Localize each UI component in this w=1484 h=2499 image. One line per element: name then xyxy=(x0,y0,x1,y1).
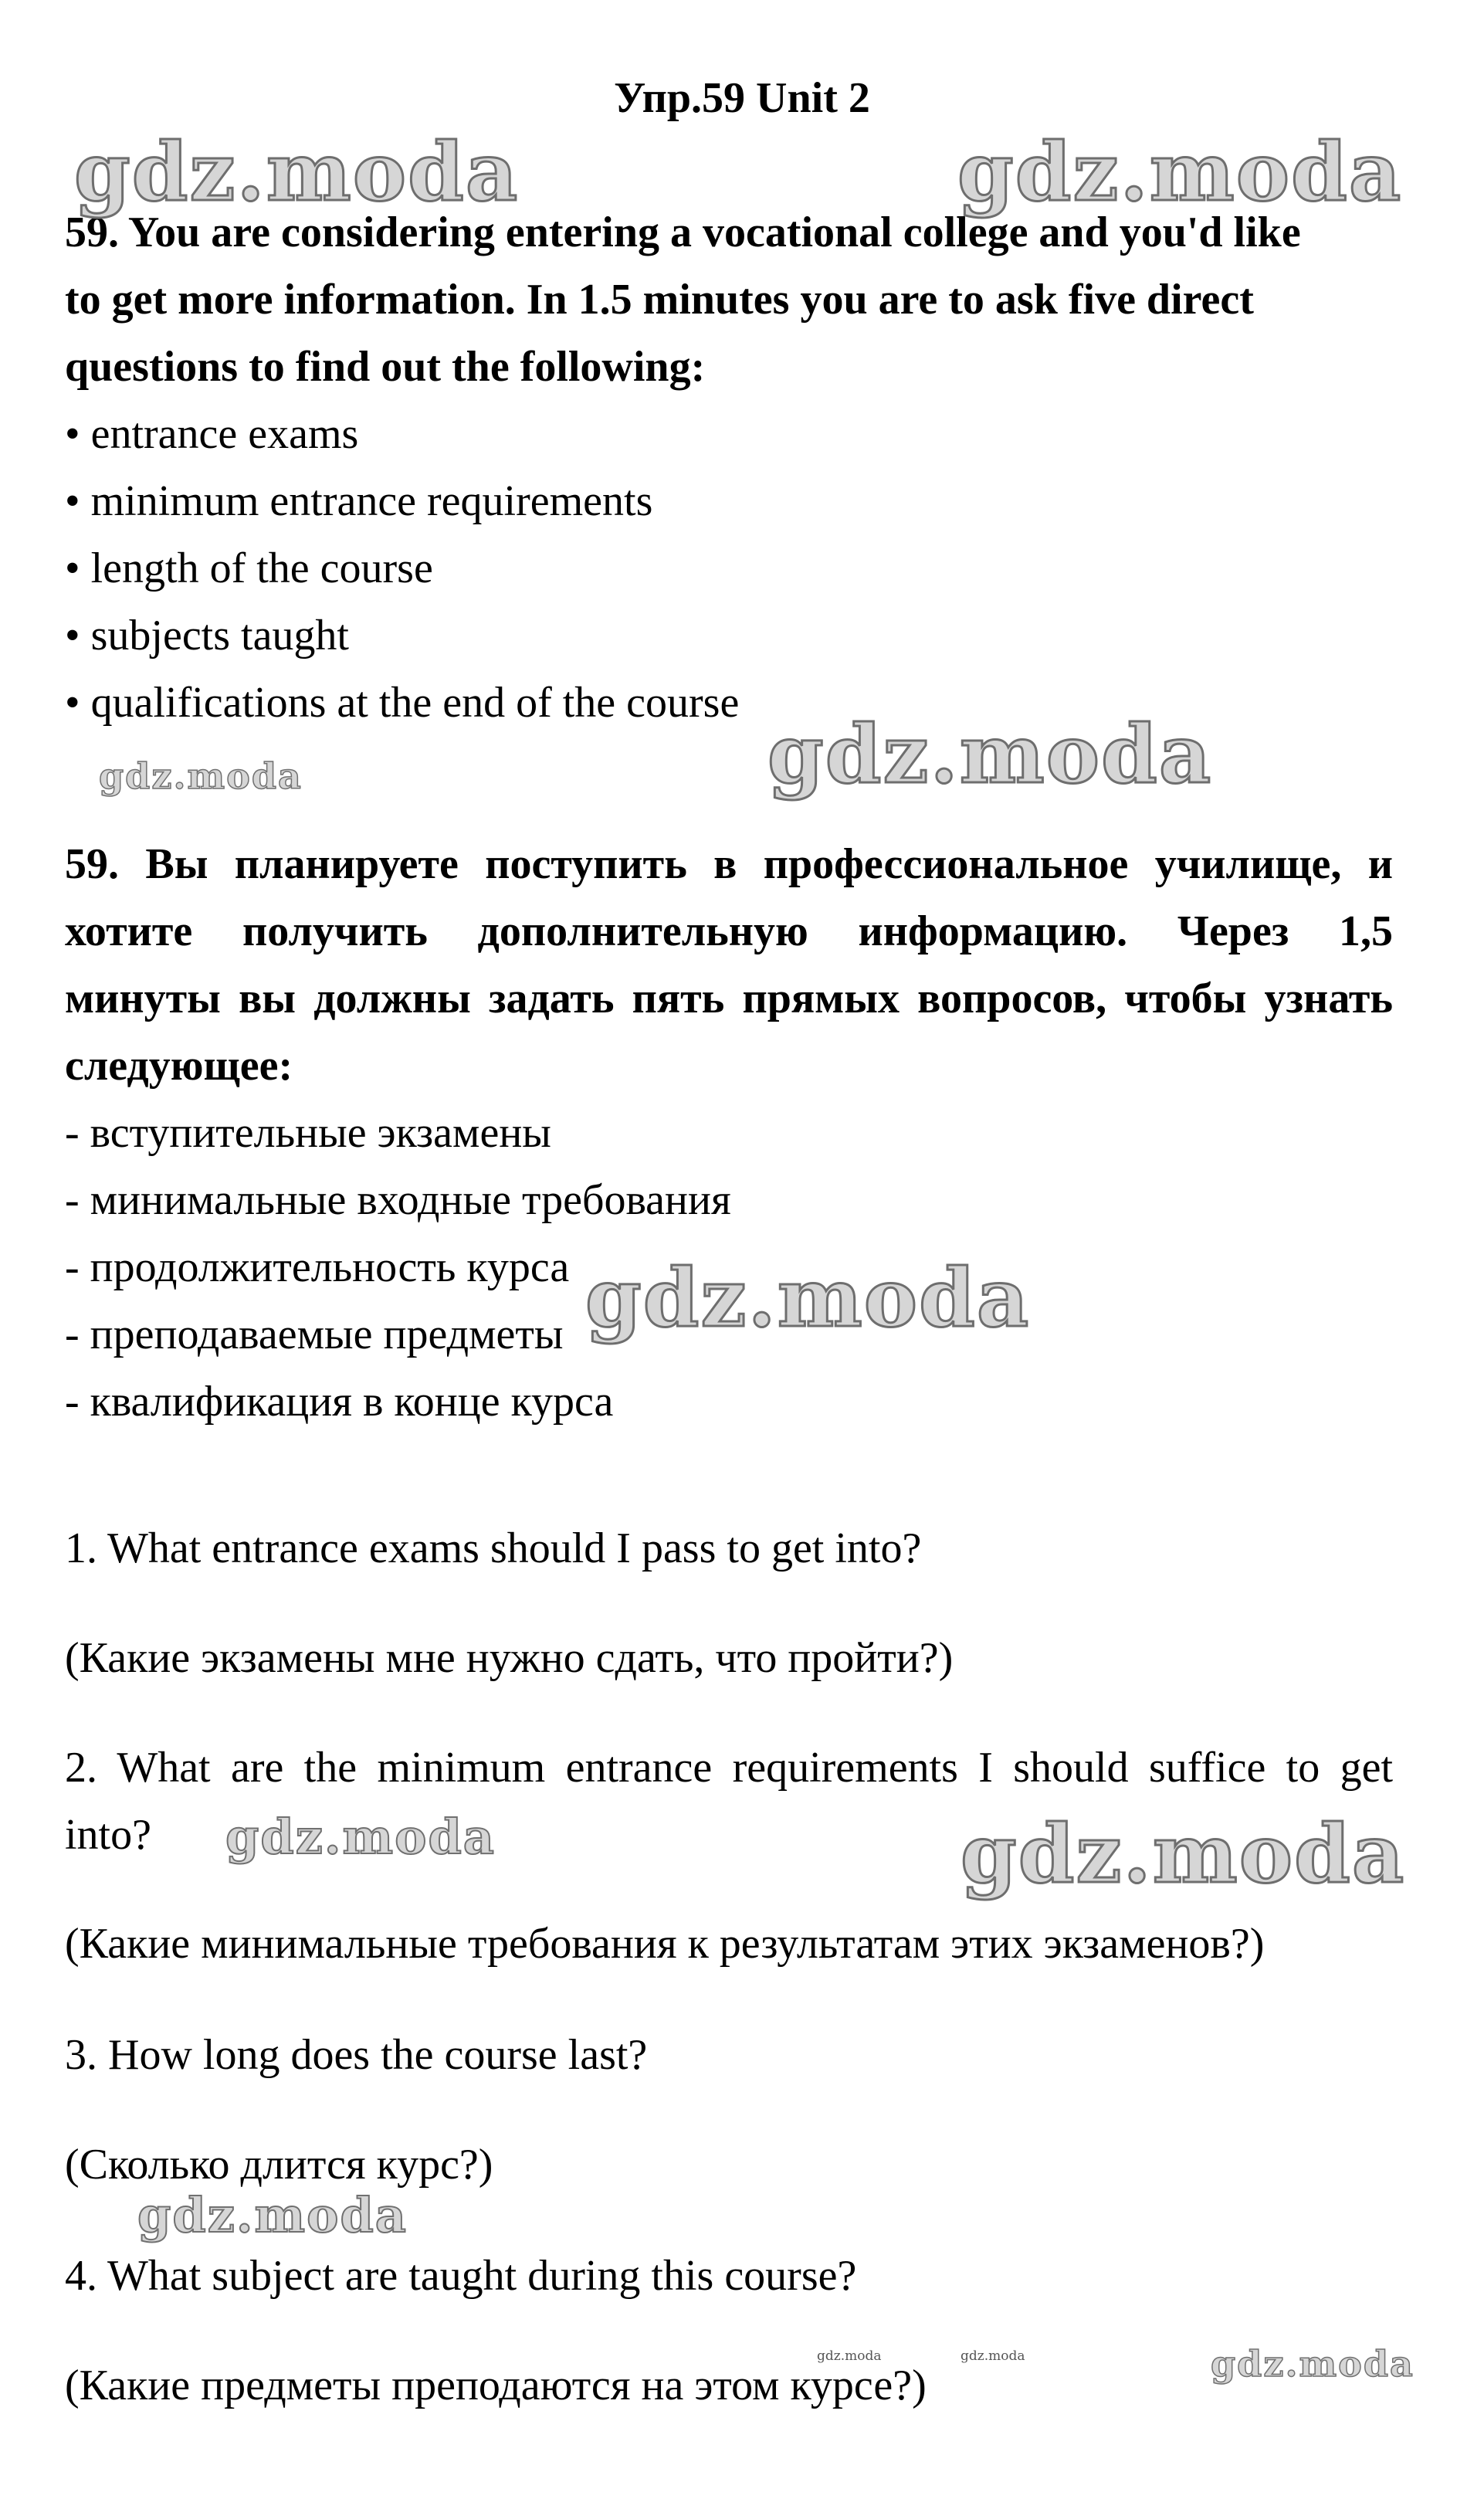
task-ru-line-4: следующее: xyxy=(65,1042,293,1090)
task-en-item-4: • subjects taught xyxy=(65,612,349,660)
page-title: Упр.59 Unit 2 xyxy=(614,74,870,122)
watermark-logo: gdz.moda xyxy=(99,755,303,797)
task-ru-item-3: - продолжительность курса xyxy=(65,1243,570,1291)
task-ru-item-2: - минимальные входные требования xyxy=(65,1176,731,1224)
answer-2-question-line-2: into? xyxy=(65,1811,151,1859)
task-en-line-2: to get more information. In 1.5 minutes you are to ask five direct xyxy=(65,276,1254,324)
task-en-item-2: • minimum entrance requirements xyxy=(65,477,653,525)
task-ru-item-5: - квалификация в конце курса xyxy=(65,1378,614,1426)
watermark-logo: gdz.moda xyxy=(585,1250,1031,1345)
watermark-logo: gdz.moda xyxy=(137,2187,408,2243)
task-en-line-3: questions to find out the following: xyxy=(65,343,706,391)
watermark-logo: gdz.moda xyxy=(817,2348,882,2364)
answer-3-question: 3. How long does the course last? xyxy=(65,2031,648,2079)
task-ru-item-1: - вступительные экзамены xyxy=(65,1109,551,1157)
task-en-line-1: 59. You are considering entering a vocational college and you'd like xyxy=(65,209,1301,256)
task-en-item-5: • qualifications at the end of the course xyxy=(65,679,740,727)
answer-2-translation: (Какие минимальные требования к результатам этих экзаменов?) xyxy=(65,1920,1265,1968)
answer-3-translation: (Сколько длится курс?) xyxy=(65,2141,493,2189)
answer-4-translation: (Какие предметы преподаются на этом курсе?) xyxy=(65,2362,927,2409)
task-ru-line-1: 59. Вы планируете поступить в профессиональное училище, и xyxy=(65,840,1393,888)
task-ru-line-2: хотите получить дополнительную информацию. Через 1,5 xyxy=(65,907,1393,955)
watermark-logo: gdz.moda xyxy=(961,1806,1406,1901)
task-ru-item-4: - преподаваемые предметы xyxy=(65,1311,564,1358)
watermark-logo: gdz.moda xyxy=(225,1809,496,1865)
watermark-logo: gdz.moda xyxy=(767,707,1213,802)
task-en-item-3: • length of the course xyxy=(65,544,433,592)
task-ru-line-3: минуты вы должны задать пять прямых вопросов, чтобы узнать xyxy=(65,975,1393,1022)
answer-4-question: 4. What subject are taught during this course? xyxy=(65,2252,857,2300)
task-en-item-1: • entrance exams xyxy=(65,410,359,458)
answer-1-question: 1. What entrance exams should I pass to get into? xyxy=(65,1524,922,1572)
answer-1-translation: (Какие экзамены мне нужно сдать, что пройти?) xyxy=(65,1634,954,1682)
task-english xyxy=(65,199,1393,737)
answer-2-question-line-1: 2. What are the minimum entrance requirements I should suffice to get xyxy=(65,1744,1393,1792)
watermark-logo: gdz.moda xyxy=(74,124,520,219)
watermark-logo: gdz.moda xyxy=(957,124,1403,219)
watermark-logo: gdz.moda xyxy=(961,2348,1025,2364)
watermark-logo: gdz.moda xyxy=(1211,2343,1415,2385)
